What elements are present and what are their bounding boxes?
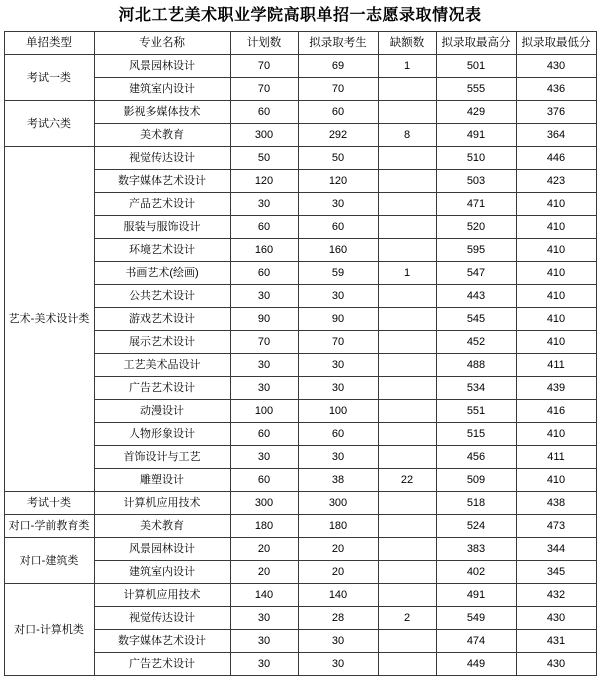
- cell-vacancy: [378, 354, 436, 377]
- cell-category: 考试十类: [4, 492, 94, 515]
- cell-admitted: 69: [298, 55, 378, 78]
- cell-admitted: 28: [298, 607, 378, 630]
- cell-plan: 180: [230, 515, 298, 538]
- cell-lowest: 439: [516, 377, 596, 400]
- cell-major: 数字媒体艺术设计: [94, 170, 230, 193]
- cell-admitted: 50: [298, 147, 378, 170]
- cell-lowest: 411: [516, 446, 596, 469]
- cell-highest: 402: [436, 561, 516, 584]
- cell-lowest: 411: [516, 354, 596, 377]
- cell-vacancy: [378, 492, 436, 515]
- cell-lowest: 431: [516, 630, 596, 653]
- cell-plan: 70: [230, 331, 298, 354]
- cell-major: 视觉传达设计: [94, 607, 230, 630]
- cell-major: 服装与服饰设计: [94, 216, 230, 239]
- cell-major: 公共艺术设计: [94, 285, 230, 308]
- table-row: [4, 147, 596, 170]
- cell-lowest: 416: [516, 400, 596, 423]
- table-row: [4, 55, 596, 78]
- cell-admitted: 30: [298, 653, 378, 676]
- cell-major: 展示艺术设计: [94, 331, 230, 354]
- cell-major: 风景园林设计: [94, 55, 230, 78]
- cell-highest: 443: [436, 285, 516, 308]
- cell-admitted: 100: [298, 400, 378, 423]
- cell-major: 产品艺术设计: [94, 193, 230, 216]
- cell-highest: 524: [436, 515, 516, 538]
- cell-highest: 595: [436, 239, 516, 262]
- cell-vacancy: [378, 400, 436, 423]
- cell-admitted: 120: [298, 170, 378, 193]
- page-title: 河北工艺美术职业学院高职单招一志愿录取情况表: [118, 7, 482, 24]
- cell-admitted: 140: [298, 584, 378, 607]
- cell-highest: 474: [436, 630, 516, 653]
- cell-highest: 509: [436, 469, 516, 492]
- cell-vacancy: [378, 308, 436, 331]
- cell-lowest: 410: [516, 216, 596, 239]
- cell-admitted: 180: [298, 515, 378, 538]
- cell-category: 对口-建筑类: [4, 538, 94, 584]
- cell-admitted: 160: [298, 239, 378, 262]
- cell-vacancy: [378, 423, 436, 446]
- cell-plan: 60: [230, 101, 298, 124]
- cell-plan: 70: [230, 55, 298, 78]
- column-header-category: 单招类型: [4, 32, 94, 55]
- cell-lowest: 345: [516, 561, 596, 584]
- cell-plan: 30: [230, 653, 298, 676]
- cell-plan: 30: [230, 630, 298, 653]
- cell-vacancy: [378, 377, 436, 400]
- cell-highest: 555: [436, 78, 516, 101]
- cell-admitted: 70: [298, 331, 378, 354]
- cell-highest: 501: [436, 55, 516, 78]
- cell-admitted: 30: [298, 377, 378, 400]
- table-row: [4, 515, 596, 538]
- table-row: [4, 101, 596, 124]
- cell-plan: 30: [230, 607, 298, 630]
- cell-admitted: 20: [298, 561, 378, 584]
- cell-admitted: 30: [298, 354, 378, 377]
- cell-vacancy: [378, 331, 436, 354]
- cell-lowest: 423: [516, 170, 596, 193]
- cell-major: 工艺美术品设计: [94, 354, 230, 377]
- cell-plan: 60: [230, 216, 298, 239]
- cell-lowest: 376: [516, 101, 596, 124]
- cell-plan: 300: [230, 124, 298, 147]
- table-header-row: [4, 32, 596, 55]
- cell-lowest: 430: [516, 607, 596, 630]
- cell-major: 风景园林设计: [94, 538, 230, 561]
- cell-highest: 456: [436, 446, 516, 469]
- cell-admitted: 30: [298, 446, 378, 469]
- cell-highest: 429: [436, 101, 516, 124]
- cell-admitted: 59: [298, 262, 378, 285]
- cell-vacancy: [378, 446, 436, 469]
- cell-lowest: 410: [516, 193, 596, 216]
- cell-vacancy: [378, 101, 436, 124]
- cell-admitted: 60: [298, 101, 378, 124]
- cell-lowest: 410: [516, 469, 596, 492]
- cell-vacancy: [378, 515, 436, 538]
- cell-admitted: 30: [298, 285, 378, 308]
- table-header: [4, 32, 596, 55]
- cell-major: 计算机应用技术: [94, 492, 230, 515]
- cell-plan: 60: [230, 423, 298, 446]
- cell-major: 动漫设计: [94, 400, 230, 423]
- cell-plan: 300: [230, 492, 298, 515]
- cell-lowest: 446: [516, 147, 596, 170]
- cell-admitted: 60: [298, 216, 378, 239]
- cell-plan: 30: [230, 377, 298, 400]
- cell-vacancy: [378, 170, 436, 193]
- column-header-admitted: 拟录取考生: [298, 32, 378, 55]
- cell-category: 艺术-美术设计类: [4, 147, 94, 492]
- cell-vacancy: [378, 239, 436, 262]
- cell-plan: 100: [230, 400, 298, 423]
- cell-admitted: 292: [298, 124, 378, 147]
- cell-lowest: 432: [516, 584, 596, 607]
- cell-plan: 30: [230, 193, 298, 216]
- table-row: [4, 584, 596, 607]
- cell-vacancy: [378, 193, 436, 216]
- cell-major: 美术教育: [94, 515, 230, 538]
- cell-vacancy: 1: [378, 262, 436, 285]
- cell-vacancy: [378, 147, 436, 170]
- cell-highest: 383: [436, 538, 516, 561]
- cell-admitted: 30: [298, 193, 378, 216]
- column-header-major: 专业名称: [94, 32, 230, 55]
- cell-admitted: 300: [298, 492, 378, 515]
- cell-major: 计算机应用技术: [94, 584, 230, 607]
- cell-plan: 50: [230, 147, 298, 170]
- cell-plan: 30: [230, 446, 298, 469]
- cell-lowest: 410: [516, 308, 596, 331]
- cell-admitted: 70: [298, 78, 378, 101]
- cell-lowest: 473: [516, 515, 596, 538]
- cell-admitted: 30: [298, 630, 378, 653]
- cell-category: 考试一类: [4, 55, 94, 101]
- cell-lowest: 436: [516, 78, 596, 101]
- cell-highest: 449: [436, 653, 516, 676]
- cell-plan: 160: [230, 239, 298, 262]
- cell-major: 广告艺术设计: [94, 377, 230, 400]
- cell-highest: 510: [436, 147, 516, 170]
- cell-highest: 503: [436, 170, 516, 193]
- cell-vacancy: [378, 630, 436, 653]
- cell-plan: 60: [230, 262, 298, 285]
- cell-category: 考试六类: [4, 101, 94, 147]
- cell-major: 影视多媒体技术: [94, 101, 230, 124]
- cell-major: 视觉传达设计: [94, 147, 230, 170]
- cell-major: 广告艺术设计: [94, 653, 230, 676]
- cell-admitted: 38: [298, 469, 378, 492]
- cell-vacancy: [378, 285, 436, 308]
- cell-lowest: 410: [516, 239, 596, 262]
- cell-highest: 491: [436, 124, 516, 147]
- cell-plan: 60: [230, 469, 298, 492]
- cell-vacancy: [378, 653, 436, 676]
- cell-vacancy: [378, 538, 436, 561]
- cell-category: 对口-学前教育类: [4, 515, 94, 538]
- cell-lowest: 410: [516, 285, 596, 308]
- cell-plan: 30: [230, 354, 298, 377]
- cell-major: 美术教育: [94, 124, 230, 147]
- cell-lowest: 410: [516, 331, 596, 354]
- cell-major: 书画艺术(绘画): [94, 262, 230, 285]
- cell-lowest: 364: [516, 124, 596, 147]
- table-row: [4, 538, 596, 561]
- cell-major: 环境艺术设计: [94, 239, 230, 262]
- cell-highest: 518: [436, 492, 516, 515]
- cell-admitted: 90: [298, 308, 378, 331]
- cell-vacancy: 2: [378, 607, 436, 630]
- cell-highest: 547: [436, 262, 516, 285]
- cell-lowest: 438: [516, 492, 596, 515]
- cell-plan: 140: [230, 584, 298, 607]
- admission-table: [4, 31, 597, 676]
- cell-vacancy: 1: [378, 55, 436, 78]
- cell-vacancy: 8: [378, 124, 436, 147]
- column-header-plan: 计划数: [230, 32, 298, 55]
- cell-admitted: 20: [298, 538, 378, 561]
- cell-vacancy: [378, 216, 436, 239]
- column-header-lowest: 拟录取最低分: [516, 32, 596, 55]
- column-header-vacancy: 缺额数: [378, 32, 436, 55]
- cell-highest: 549: [436, 607, 516, 630]
- cell-lowest: 430: [516, 55, 596, 78]
- cell-highest: 545: [436, 308, 516, 331]
- cell-lowest: 430: [516, 653, 596, 676]
- table-row: [4, 492, 596, 515]
- cell-plan: 70: [230, 78, 298, 101]
- cell-plan: 120: [230, 170, 298, 193]
- cell-highest: 551: [436, 400, 516, 423]
- cell-major: 雕塑设计: [94, 469, 230, 492]
- cell-lowest: 410: [516, 423, 596, 446]
- cell-plan: 20: [230, 561, 298, 584]
- column-header-highest: 拟录取最高分: [436, 32, 516, 55]
- cell-vacancy: 22: [378, 469, 436, 492]
- cell-vacancy: [378, 584, 436, 607]
- cell-plan: 30: [230, 285, 298, 308]
- cell-highest: 452: [436, 331, 516, 354]
- cell-major: 人物形象设计: [94, 423, 230, 446]
- cell-major: 首饰设计与工艺: [94, 446, 230, 469]
- cell-lowest: 410: [516, 262, 596, 285]
- cell-highest: 520: [436, 216, 516, 239]
- cell-vacancy: [378, 561, 436, 584]
- cell-highest: 534: [436, 377, 516, 400]
- cell-major: 游戏艺术设计: [94, 308, 230, 331]
- cell-admitted: 60: [298, 423, 378, 446]
- cell-highest: 488: [436, 354, 516, 377]
- cell-plan: 20: [230, 538, 298, 561]
- cell-major: 数字媒体艺术设计: [94, 630, 230, 653]
- table-body: [4, 55, 596, 676]
- cell-plan: 90: [230, 308, 298, 331]
- cell-lowest: 344: [516, 538, 596, 561]
- cell-category: 对口-计算机类: [4, 584, 94, 676]
- cell-highest: 491: [436, 584, 516, 607]
- cell-highest: 515: [436, 423, 516, 446]
- cell-highest: 471: [436, 193, 516, 216]
- cell-major: 建筑室内设计: [94, 78, 230, 101]
- cell-major: 建筑室内设计: [94, 561, 230, 584]
- cell-vacancy: [378, 78, 436, 101]
